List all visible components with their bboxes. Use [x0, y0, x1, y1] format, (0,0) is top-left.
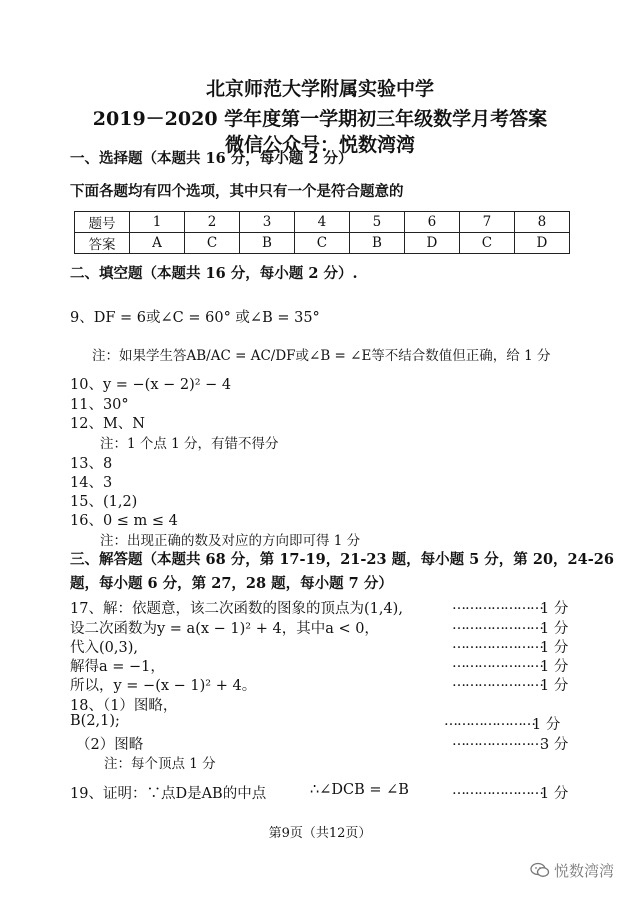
q18-line3: （2）图略 [76, 737, 144, 753]
wechat-title: 微信公众号：悦数湾湾 [224, 134, 415, 156]
page-number: 第9页（共12页） [268, 826, 372, 841]
wechat-icon [530, 862, 550, 882]
exam-title: 2019－2020 学年度第一学期初三年级数学月考答案 [92, 108, 548, 130]
answer-q12: 12、M、N [70, 416, 145, 432]
score-value: 1 分 [540, 786, 569, 802]
q17-line: 设二次函数为y = a(x − 1)² + 4，其中a < 0， [70, 621, 379, 637]
q17-line: 17、解：依题意，该二次函数的图象的顶点为(1,4), [70, 601, 403, 617]
school-title: 北京师范大学附属实验中学 [205, 78, 434, 100]
answer-q10: 10、y = −(x − 2)² − 4 [70, 377, 232, 393]
answer-q15: 15、(1,2) [70, 494, 138, 510]
q19-conclusion: ∴∠DCB = ∠B [310, 782, 409, 798]
note-q18: 注：每个顶点 1 分 [104, 756, 216, 772]
table-cell: C [185, 233, 240, 254]
answer-q13: 13、8 [70, 456, 113, 472]
note-q12: 注：1 个点 1 分，有错不得分 [100, 436, 279, 452]
score-value: 3 分 [540, 737, 569, 753]
answer-q11: 11、30° [70, 397, 129, 413]
score-value: 1 分 [540, 621, 569, 637]
score-dots: ………………… [452, 655, 543, 671]
q17-line: 解得a = −1， [70, 659, 165, 675]
section1-instruction: 下面各题均有四个选项，其中只有一个是符合题意的 [70, 183, 404, 200]
score-dots: ………………… [452, 617, 543, 633]
score-dots: ………………… [444, 713, 535, 729]
score-dots: ………………… [452, 636, 543, 652]
table-cell: 4 [294, 212, 349, 233]
q18-line1: 18、（1）图略， [70, 698, 178, 714]
section2-title: 二、填空题（本题共 16 分，每小题 2 分）. [70, 265, 358, 282]
table-cell: B [240, 233, 295, 254]
table-cell: 1 [130, 212, 185, 233]
score-dots: ………………… [452, 674, 543, 690]
table-cell: D [404, 233, 459, 254]
table-cell: 2 [185, 212, 240, 233]
note-q16: 注：出现正确的数及对应的方向即可得 1 分 [100, 533, 361, 549]
answer-table [74, 211, 570, 254]
table-cell: 8 [514, 212, 569, 233]
answer-q9: 9、DF = 6或∠C = 60° 或∠B = 35° [70, 310, 320, 326]
score-value: 1 分 [532, 717, 561, 733]
score-dots: ………………… [452, 782, 543, 798]
score-value: 1 分 [540, 659, 569, 675]
table-header-cell: 题号 [75, 212, 130, 233]
section3-title-line2: 题，每小题 6 分，第 27，28 题，每小题 7 分） [70, 575, 393, 592]
score-dots: ………………… [452, 733, 543, 749]
table-cell: 3 [240, 212, 295, 233]
table-cell: C [459, 233, 514, 254]
q17-line: 所以，y = −(x − 1)² + 4。 [70, 678, 257, 694]
answer-q16: 16、0 ≤ m ≤ 4 [70, 513, 178, 529]
table-cell: C [294, 233, 349, 254]
q19-line: 19、证明：∵点D是AB的中点 [70, 786, 267, 802]
note-q9: 注：如果学生答AB/AC = AC/DF或∠B = ∠E等不结合数值但正确，给 1 分 [92, 348, 551, 364]
score-value: 1 分 [540, 640, 569, 656]
table-cell: 7 [459, 212, 514, 233]
section3-title-line1: 三、解答题（本题共 68 分，第 17-19，21-23 题，每小题 5 分，第 20，24-26 [70, 551, 614, 568]
table-row [75, 212, 570, 233]
table-cell: 5 [349, 212, 404, 233]
table-cell: A [130, 233, 185, 254]
section1-title: 一、选择题（本题共 16 分，每小题 2 分） [70, 150, 353, 167]
table-cell: 6 [404, 212, 459, 233]
table-header-cell: 答案 [75, 233, 130, 254]
table-cell: B [349, 233, 404, 254]
watermark [530, 860, 614, 882]
score-dots: ………………… [452, 597, 543, 613]
q17-line: 代入(0,3), [70, 640, 138, 656]
answer-q14: 14、3 [70, 475, 113, 491]
table-cell: D [514, 233, 569, 254]
table-row [75, 233, 570, 254]
score-value: 1 分 [540, 678, 569, 694]
watermark-label: 悦数湾湾 [553, 862, 614, 880]
q18-line2: B(2,1); [70, 713, 120, 729]
score-value: 1 分 [540, 601, 569, 617]
